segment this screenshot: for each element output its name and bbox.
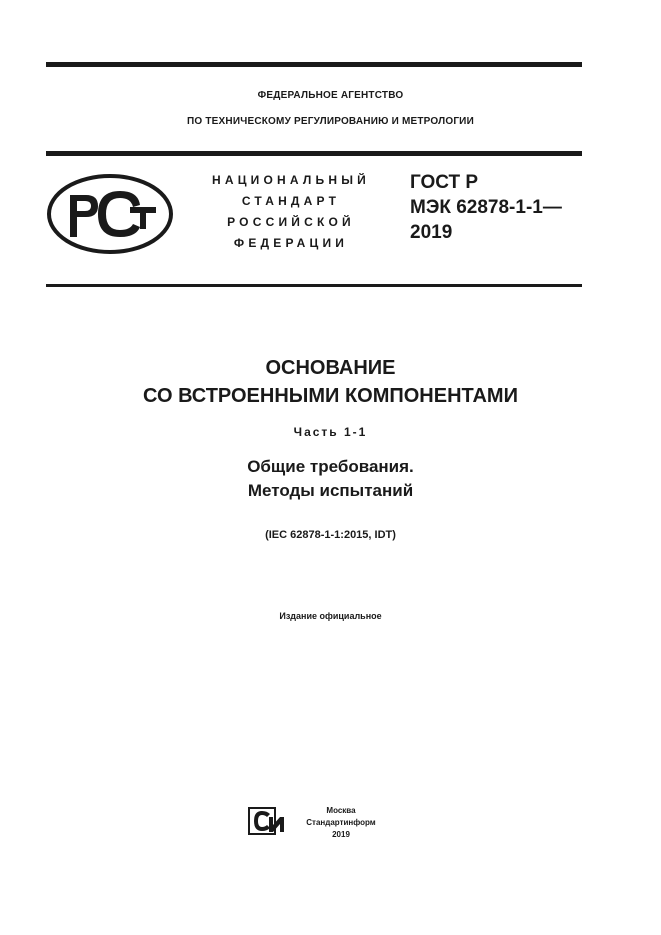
upper-header-rule (46, 151, 582, 156)
agency-line-1: ФЕДЕРАЛЬНОЕ АГЕНТСТВО (257, 90, 404, 101)
national-standard-line-1: НАЦИОНАЛЬНЫЙ (211, 173, 371, 187)
lower-header-rule (46, 284, 582, 287)
designation-line-1: ГОСТ Р (410, 172, 479, 193)
publisher-city: Москва (326, 806, 356, 815)
iec-reference: (IEC 62878-1-1:2015, IDT) (265, 529, 396, 541)
part-label: Часть 1-1 (293, 425, 368, 439)
rst-certification-logo-icon (46, 173, 174, 260)
standard-designation (410, 170, 562, 245)
document-title-line-2: СО ВСТРОЕННЫМИ КОМПОНЕНТАМИ (143, 385, 518, 407)
national-standard-label (190, 170, 392, 254)
publisher-name: Стандартинформ (306, 818, 376, 827)
top-rule (46, 62, 582, 67)
national-standard-line-2: СТАНДАРТ (241, 194, 341, 208)
publisher-year: 2019 (332, 830, 350, 839)
document-title-line-1: ОСНОВАНИЕ (265, 357, 396, 379)
national-standard-line-4: ФЕДЕРАЦИИ (233, 236, 349, 250)
standartinform-logo-icon (248, 805, 288, 842)
subtitle-line-2: Методы испытаний (247, 481, 414, 500)
national-standard-line-3: РОССИЙСКОЙ (227, 215, 355, 229)
designation-line-2: МЭК 62878-1-1— (410, 197, 562, 218)
agency-line-2: ПО ТЕХНИЧЕСКОМУ РЕГУЛИРОВАНИЮ И МЕТРОЛОГИИ (187, 116, 474, 127)
publisher-info (300, 805, 382, 841)
subtitle-line-1: Общие требования. (247, 457, 414, 476)
designation-line-3: 2019 (410, 222, 453, 243)
edition-label: Издание официальное (279, 611, 382, 621)
